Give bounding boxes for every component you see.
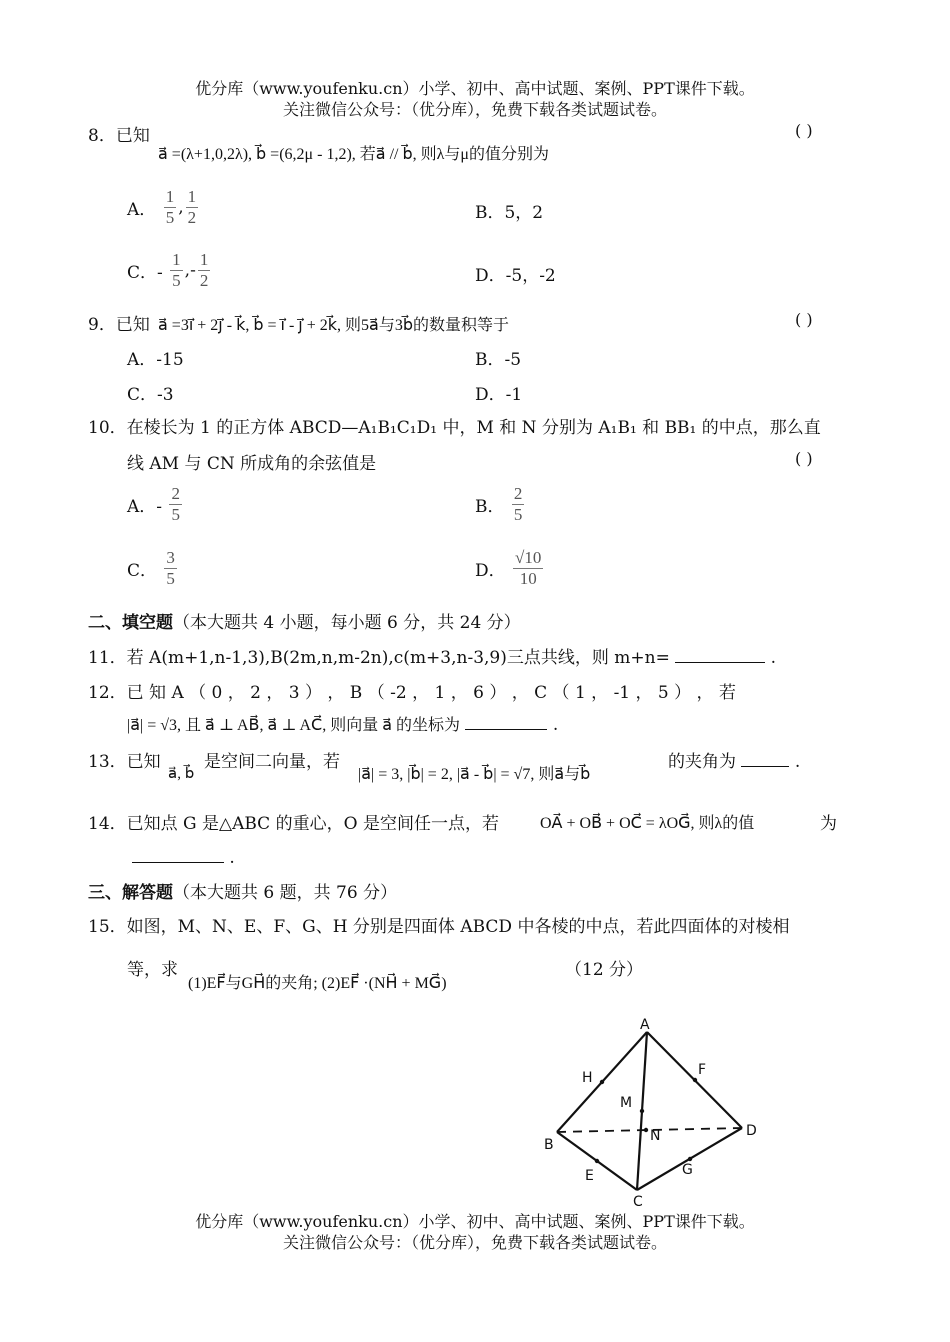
label-m: M — [620, 1095, 633, 1111]
label-h: H — [582, 1070, 593, 1086]
answer-bracket: ( ) — [795, 121, 813, 140]
point-f — [693, 1078, 697, 1082]
footer-line-1: 优分库（www.youfenku.cn）小学、初中、高中试题、案例、PPT课件下载。 — [195, 1212, 755, 1231]
fraction: $\frac{1}{2}$ — [187, 187, 197, 227]
section-desc: （本大题共 4 小题，每小题 6 分，共 24 分） — [173, 613, 521, 633]
label-b: B — [544, 1137, 554, 1153]
period: . — [770, 648, 777, 668]
section-2-heading — [88, 608, 521, 633]
question-12-formula: |a⃗| = √3, 且 a⃗ ⊥ AB⃗, a⃗ ⊥ AC⃗, 则向量 a⃗ 的坐标为 — [127, 717, 461, 734]
option-a — [127, 484, 184, 525]
question-number: 10． — [88, 418, 127, 438]
question-13-formula: |a⃗| = 3, |b⃗| = 2, |a⃗ - b⃗| = √7, 则a⃗与b⃗ — [358, 766, 591, 783]
option-d: D．-5，-2 — [475, 266, 556, 286]
fraction: $\frac{1}{5}$ — [172, 250, 181, 290]
question-15-line-1 — [88, 912, 789, 937]
fraction: $\frac{2}{5}$ — [171, 484, 180, 524]
option-label: B． — [475, 497, 505, 517]
question-15-score: （12 分） — [565, 960, 644, 980]
answer-bracket: ( ) — [795, 310, 813, 329]
question-text: 如图，M、N、E、F、G、H 分别是四面体 ABCD 中各棱的中点，若此四面体的对棱相 — [126, 917, 790, 937]
label-n: N — [650, 1128, 661, 1144]
label-c: C — [633, 1194, 643, 1208]
question-number: 15． — [88, 917, 127, 937]
question-8 — [88, 121, 150, 146]
separator: , — [178, 197, 184, 218]
question-text: 的夹角为 — [668, 752, 736, 772]
option-a: A．-15 — [127, 350, 184, 370]
question-text: 已 知 A （ 0 ， 2 ， 3 ） ， B （ -2 ， 1 ， 6 ） ， C （ 1 ， -1 ， 5 ） ， 若 — [126, 683, 736, 703]
section-desc: （本大题共 6 题，共 76 分） — [173, 883, 398, 903]
question-number: 9． — [88, 315, 116, 335]
question-13-suffix — [668, 747, 800, 772]
question-9 — [88, 310, 150, 335]
question-13 — [88, 747, 161, 772]
question-14-answer — [132, 846, 235, 868]
question-number: 14． — [88, 814, 127, 834]
option-label: C．- — [127, 263, 163, 283]
option-d: D．-1 — [475, 385, 523, 405]
fraction: $\frac{√10}{10}$ — [515, 548, 542, 588]
section-3-heading — [88, 878, 397, 903]
point-g — [688, 1157, 692, 1161]
option-c: C．-3 — [127, 385, 174, 405]
label-a: A — [640, 1017, 650, 1033]
question-prefix: 已知 — [115, 315, 150, 335]
question-14 — [88, 809, 499, 834]
point-h — [600, 1080, 604, 1084]
question-13-mid: 是空间二向量，若 — [204, 752, 340, 772]
section-title: 二、填空题 — [88, 613, 173, 633]
period: . — [229, 848, 235, 868]
fraction: $\frac{3}{5}$ — [166, 548, 175, 588]
fraction: $\frac{2}{5}$ — [513, 484, 523, 524]
question-number: 12． — [88, 683, 127, 703]
option-b: B．-5 — [475, 350, 522, 370]
answer-blank[interactable] — [132, 846, 224, 863]
fraction: $\frac{1}{2}$ — [199, 250, 209, 290]
question-15-formula: (1)EF⃗与GH⃗的夹角; (2)EF⃗ ·(NH⃗ + MG⃗) — [188, 975, 447, 992]
footer-line-2: 关注微信公众号：（优分库），免费下载各类试题试卷。 — [282, 1233, 667, 1252]
question-11 — [88, 643, 776, 668]
question-9-formula: a⃗ =3i⃗ + 2j⃗ - k⃗, b⃗ = i⃗ - j⃗ + 2k⃗, 则5a⃗与3b⃗的数量积等于 — [158, 317, 509, 334]
answer-blank[interactable] — [465, 713, 547, 730]
option-c — [127, 548, 179, 589]
answer-blank[interactable] — [741, 750, 789, 767]
question-8-formula: a⃗ =(λ+1,0,2λ), b⃗ =(6,2μ - 1,2), 若a⃗ // b⃗, 则λ与μ的值分别为 — [158, 146, 549, 163]
tetrahedron-edges — [557, 1032, 742, 1190]
option-label: C． — [127, 561, 158, 581]
fraction: $\frac{1}{5}$ — [165, 187, 175, 227]
question-12-line-2 — [127, 712, 558, 735]
point-n — [644, 1128, 648, 1132]
question-number: 8． — [88, 126, 116, 146]
question-text: 已知点 G 是△ABC 的重心，O 是空间任一点，若 — [126, 814, 499, 834]
header-line-1: 优分库（www.youfenku.cn）小学、初中、高中试题、案例、PPT课件下载。 — [195, 79, 755, 98]
label-g: G — [682, 1162, 693, 1178]
option-label: A． — [127, 200, 157, 220]
question-prefix: 已知 — [115, 126, 150, 146]
question-number: 11． — [88, 648, 127, 668]
question-prefix: 已知 — [126, 752, 161, 772]
period: . — [794, 752, 801, 772]
question-number: 13． — [88, 752, 127, 772]
answer-blank[interactable] — [675, 646, 765, 663]
question-10-line-2: 线 AM 与 CN 所成角的余弦值是 — [127, 454, 377, 474]
question-15-line-2: 等，求 — [127, 960, 178, 980]
option-label: D． — [475, 561, 506, 581]
option-d — [475, 548, 545, 589]
question-text: 在棱长为 1 的正方体 ABCD—A₁B₁C₁D₁ 中，M 和 N 分别为 A₁B₁ 和 BB₁ 的中点，那么直 — [126, 418, 821, 438]
tetrahedron-figure — [540, 1012, 780, 1208]
option-b — [475, 484, 526, 525]
label-e: E — [585, 1168, 594, 1184]
header-line-2: 关注微信公众号：（优分库），免费下载各类试题试卷。 — [282, 100, 667, 119]
question-14-formula: OA⃗ + OB⃗ + OC⃗ = λOG⃗, 则λ的值 — [540, 815, 755, 832]
section-title: 三、解答题 — [88, 883, 173, 903]
label-d: D — [746, 1123, 757, 1139]
question-10-line-1 — [88, 413, 821, 438]
label-f: F — [698, 1062, 707, 1078]
question-12-line-1 — [88, 678, 736, 703]
answer-bracket: ( ) — [795, 449, 813, 468]
separator: ,- — [184, 260, 196, 281]
option-label: A．- — [127, 497, 163, 517]
period: . — [552, 715, 559, 735]
question-14-suffix: 为 — [820, 814, 837, 834]
midpoint-dots — [595, 1078, 697, 1163]
point-e — [595, 1159, 599, 1163]
question-text: 若 A(m+1,n-1,3),B(2m,n,m-2n),c(m+3,n-3,9)三点共线，则 m+n= — [126, 648, 670, 668]
option-b: B．5，2 — [475, 203, 544, 223]
point-m — [640, 1109, 644, 1113]
option-c — [127, 250, 212, 291]
option-a — [127, 187, 200, 228]
question-13-vars: a⃗, b⃗ — [168, 766, 195, 782]
